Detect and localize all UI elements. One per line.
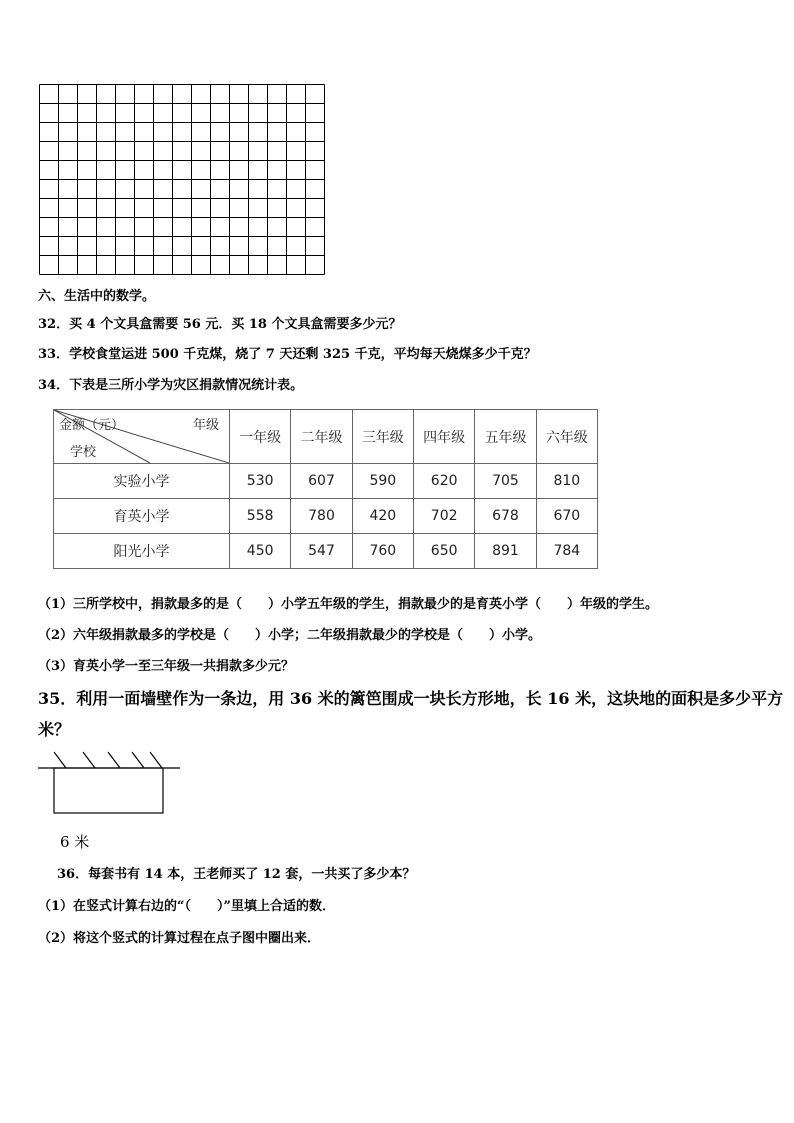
school-name: 育英小学 xyxy=(54,499,230,534)
table-row xyxy=(54,464,598,499)
table-cell: 784 xyxy=(536,534,597,569)
question-34-sub1: （1）三所学校中，捐款最多的是（ ）小学五年级的学生，捐款最少的是育英小学（ ）年级的学生。 xyxy=(38,597,659,612)
table-cell: 810 xyxy=(536,464,597,499)
question-36-sub2: （2）将这个竖式的计算过程在点子图中圈出来． xyxy=(38,931,321,946)
donation-table xyxy=(53,409,598,569)
corner-amount-label: 金额（元） xyxy=(59,418,125,433)
section-title: 六、生活中的数学。 xyxy=(38,289,156,304)
table-cell: 670 xyxy=(536,499,597,534)
table-cell: 760 xyxy=(352,534,413,569)
corner-school-label: 学校 xyxy=(70,445,97,460)
question-34-intro: 34．下表是三所小学为灾区捐款情况统计表。 xyxy=(38,378,304,393)
school-name: 实验小学 xyxy=(54,464,230,499)
grade-header: 一年级 xyxy=(230,410,291,464)
school-name: 阳光小学 xyxy=(54,534,230,569)
table-cell: 891 xyxy=(475,534,536,569)
question-36-sub1: （1）在竖式计算右边的“（ ）”里填上合适的数． xyxy=(38,899,336,914)
table-row xyxy=(54,534,598,569)
table-cell: 650 xyxy=(413,534,474,569)
table-cell: 678 xyxy=(475,499,536,534)
table-cell: 590 xyxy=(352,464,413,499)
table-cell: 607 xyxy=(291,464,352,499)
table-row xyxy=(54,499,598,534)
grade-header: 四年级 xyxy=(413,410,474,464)
table-cell: 420 xyxy=(352,499,413,534)
grade-header: 五年级 xyxy=(475,410,536,464)
question-33: 33．学校食堂运进 500 千克煤，烧了 7 天还剩 325 千克，平均每天烧煤多少千克？ xyxy=(38,347,537,362)
grade-header: 二年级 xyxy=(291,410,352,464)
question-34-sub3: （3）育英小学一至三年级一共捐款多少元？ xyxy=(38,659,295,674)
grade-header: 三年级 xyxy=(352,410,413,464)
table-header-row xyxy=(54,410,598,464)
table-corner-cell xyxy=(54,410,230,464)
wall-rectangle-diagram xyxy=(38,750,188,820)
question-36: 36．每套书有 14 本，王老师买了 12 套，一共买了多少本？ xyxy=(57,867,416,882)
table-cell: 450 xyxy=(230,534,291,569)
table-cell: 705 xyxy=(475,464,536,499)
table-cell: 530 xyxy=(230,464,291,499)
width-label: 6 米 xyxy=(60,833,90,851)
table-cell: 702 xyxy=(413,499,474,534)
grade-header: 六年级 xyxy=(536,410,597,464)
table-cell: 558 xyxy=(230,499,291,534)
question-35-line1: 35．利用一面墙壁作为一条边，用 36 米的篱笆围成一块长方形地，长 16 米，这块地的面积是多少平方 xyxy=(38,689,784,708)
question-35-line2: 米？ xyxy=(38,720,71,739)
question-32: 32．买 4 个文具盒需要 56 元．买 18 个文具盒需要多少元？ xyxy=(38,317,402,332)
table-cell: 780 xyxy=(291,499,352,534)
table-cell: 547 xyxy=(291,534,352,569)
table-cell: 620 xyxy=(413,464,474,499)
grid-paper xyxy=(39,84,329,276)
question-34-sub2: （2）六年级捐款最多的学校是（ ）小学；二年级捐款最少的学校是（ ）小学。 xyxy=(38,628,542,643)
corner-grade-label: 年级 xyxy=(192,418,219,433)
